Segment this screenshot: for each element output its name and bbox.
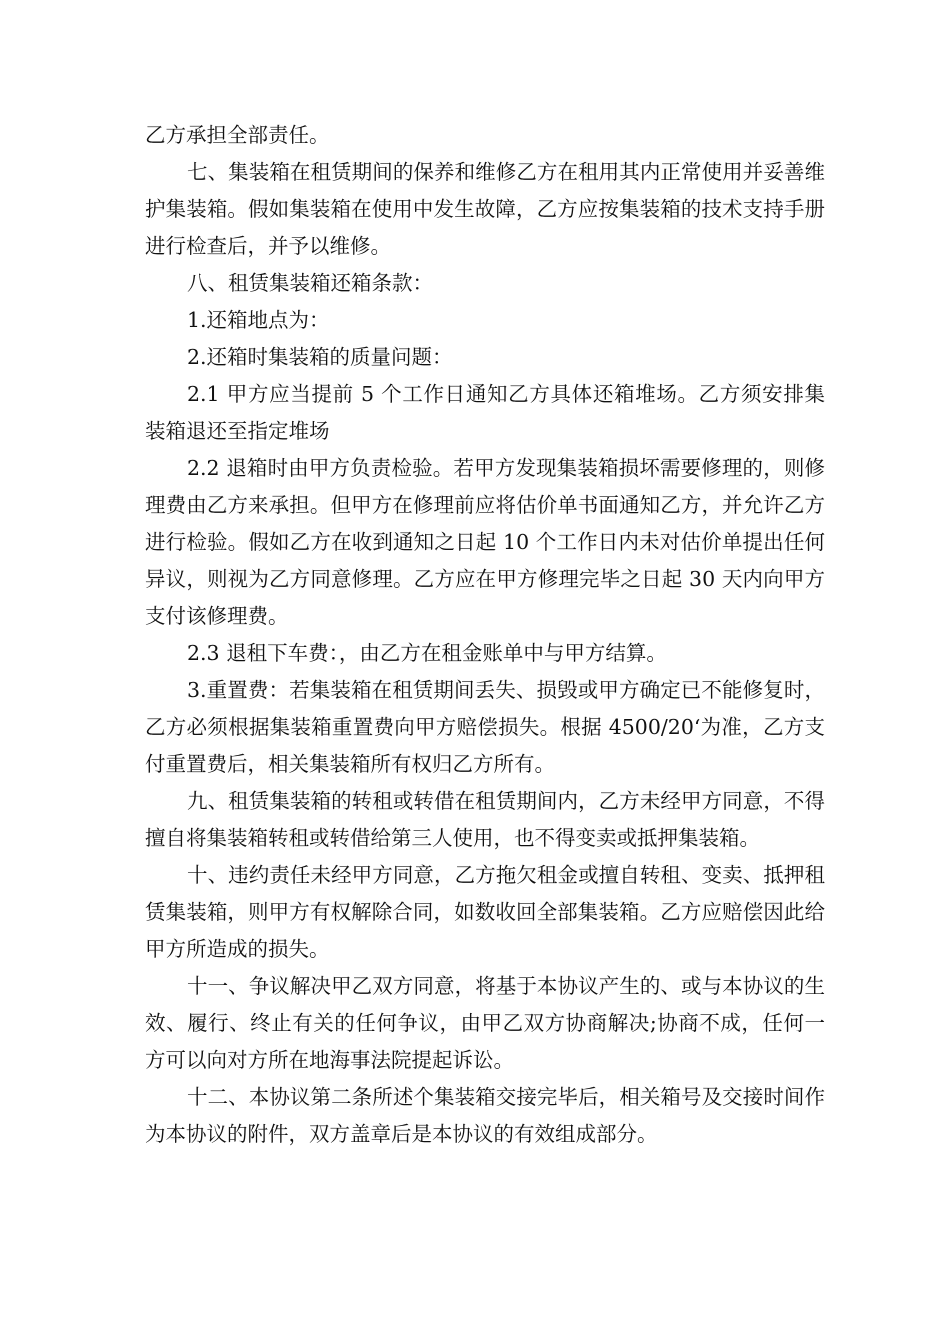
- document-page: [145, 117, 825, 1153]
- paragraph-clause-10: 十、违约责任未经甲方同意，乙方拖欠租金或擅自转租、变卖、抵押租赁集装箱，则甲方有权解除合同，如数收回全部集装箱。乙方应赔偿因此给甲方所造成的损失。: [145, 863, 825, 961]
- paragraph-clause-8: 八、租赁集装箱还箱条款：: [187, 271, 433, 295]
- paragraph-clause-8-2: 2.还箱时集装箱的质量问题：: [187, 345, 453, 369]
- paragraph-clause-8-1: 1.还箱地点为：: [187, 308, 330, 332]
- paragraph-clause-8-2-3: 2.3 退租下车费：，由乙方在租金账单中与甲方结算。: [187, 641, 667, 665]
- paragraph-clause-8-2-2: 2.2 退箱时由甲方负责检验。若甲方发现集装箱损坏需要修理的，则修理费由乙方来承担。但甲方在修理前应将估价单书面通知乙方，并允许乙方进行检验。假如乙方在收到通知之日起 10 个工作日内未对估价单提出任何异议，则视为乙方同意修理。乙方应在甲方修理完毕之日起 30 天内向甲方支付该修理费。: [145, 456, 825, 628]
- paragraph-clause-8-3: 3.重置费：若集装箱在租赁期间丢失、损毁或甲方确定已不能修复时，乙方必须根据集装箱重置费向甲方赔偿损失。根据 4500/20‘为准，乙方支付重置费后，相关集装箱所有权归乙方所有。: [145, 678, 825, 776]
- paragraph-clause-9: 九、租赁集装箱的转租或转借在租赁期间内，乙方未经甲方同意，不得擅自将集装箱转租或转借给第三人使用，也不得变卖或抵押集装箱。: [145, 789, 825, 850]
- paragraph-clause-11: 十一、争议解决甲乙双方同意，将基于本协议产生的、或与本协议的生效、履行、终止有关的任何争议，由甲乙双方协商解决;协商不成，任何一方可以向对方所在地海事法院提起诉讼。: [145, 974, 825, 1072]
- paragraph-clause-12: 十二、本协议第二条所述个集装箱交接完毕后，相关箱号及交接时间作为本协议的附件，双方盖章后是本协议的有效组成部分。: [145, 1085, 825, 1146]
- paragraph-continuation: 乙方承担全部责任。: [145, 123, 330, 147]
- paragraph-clause-8-2-1: 2.1 甲方应当提前 5 个工作日通知乙方具体还箱堆场。乙方须安排集装箱退还至指定堆场: [145, 382, 825, 443]
- paragraph-clause-7: 七、集装箱在租赁期间的保养和维修乙方在租用其内正常使用并妥善维护集装箱。假如集装箱在使用中发生故障，乙方应按集装箱的技术支持手册进行检查后，并予以维修。: [145, 160, 825, 258]
